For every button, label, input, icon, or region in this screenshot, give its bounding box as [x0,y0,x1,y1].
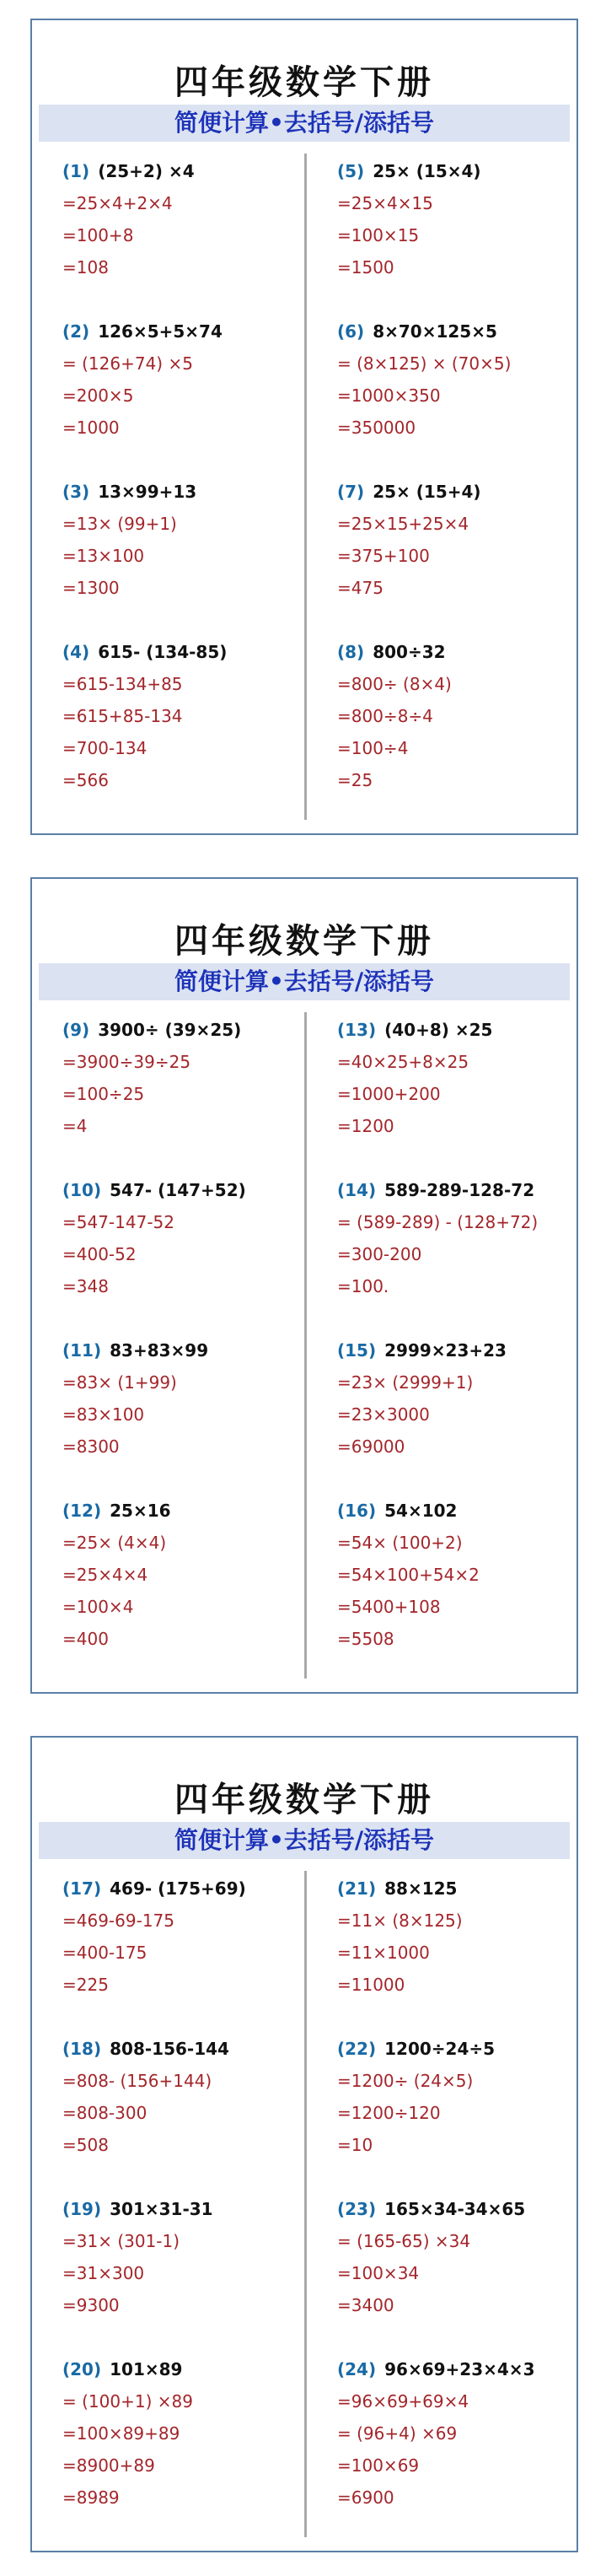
solution-step: = (165-65) ×34 [337,2231,471,2251]
problem-number: (15) [337,1340,377,1361]
solution-step: =566 [62,770,109,790]
problem [337,1495,590,1655]
solution-step: =25 [337,770,373,790]
problem-expression: 88×125 [384,1878,458,1899]
problem [337,2353,590,2514]
problem [337,155,590,315]
solution-step: = (100+1) ×89 [62,2391,193,2412]
card-subtitle-banner: 简便计算•去括号/添括号 [39,1822,570,1859]
solution-step: =3900÷39÷25 [62,1052,191,1072]
solution-step: =1000 [62,418,120,438]
solution-step: =25×4×4 [62,1565,148,1585]
problem [62,1334,315,1495]
solution-step: =1300 [62,578,120,598]
solution-step: =100+8 [62,225,134,245]
solution-step: =100÷25 [62,1084,145,1104]
problem-question [62,2033,315,2065]
solution-step: =13× (99+1) [62,514,177,534]
problem-expression: 83+83×99 [110,1340,209,1361]
problem-number: (9) [62,1020,90,1040]
solution-step: =225 [62,1975,109,1995]
solution-step: =615+85-134 [62,706,183,726]
problem-expression: 101×89 [110,2359,183,2379]
problem-expression: 301×31-31 [110,2199,213,2219]
solution-step: =83×100 [62,1404,145,1425]
problem [337,1014,590,1174]
solution-step: =808-300 [62,2103,147,2123]
left-column [62,1014,315,1655]
problem-number: (7) [337,482,365,502]
worksheet-card [30,19,578,835]
problem-question [337,1495,590,1527]
solution-step: =25× (4×4) [62,1533,167,1553]
solution-step: =508 [62,2135,109,2155]
problem-expression: 25×16 [110,1501,171,1521]
problem-number: (11) [62,1340,102,1361]
problem [62,315,315,476]
solution-step: =10 [337,2135,373,2155]
problem-question [62,1873,315,1905]
problem-expression: (40+8) ×25 [384,1020,493,1040]
card-title: 四年级数学下册 [174,1780,434,1819]
solution-step: =11× (8×125) [337,1910,463,1931]
solution-step: =100÷4 [337,738,409,758]
problem [337,636,590,796]
problem-number: (22) [337,2039,377,2059]
problem [62,636,315,796]
problem [62,2193,315,2353]
problem-expression: 165×34-34×65 [384,2199,526,2219]
solution-step: =1000+200 [337,1084,441,1104]
solution-step: =6900 [337,2487,394,2508]
problem-number: (19) [62,2199,102,2219]
problem [62,1495,315,1655]
problem-expression: 54×102 [384,1501,458,1521]
problem-number: (24) [337,2359,377,2379]
solution-step: =96×69+69×4 [337,2391,469,2412]
problem-expression: 547- (147+52) [110,1180,246,1200]
problem-expression: 2999×23+23 [384,1340,507,1361]
solution-step: =108 [62,257,109,278]
problem [62,2033,315,2193]
solution-step: =31× (301-1) [62,2231,180,2251]
problem [62,1174,315,1334]
solution-step: =3400 [337,2295,394,2315]
problem-question [62,1174,315,1206]
solution-step: =5508 [337,1629,394,1649]
problem-question [62,1334,315,1366]
solution-step: =700-134 [62,738,147,758]
problem-number: (5) [337,161,365,181]
solution-step: =4 [62,1116,88,1136]
problem-number: (21) [337,1878,377,1899]
problem [62,2353,315,2514]
problem-question [337,1014,590,1046]
problem-number: (1) [62,161,90,181]
problem-expression: 126×5+5×74 [98,321,223,342]
solution-step: =8300 [62,1436,120,1457]
solution-step: =100×15 [337,225,420,245]
problem-question [62,2353,315,2385]
problem-question [337,476,590,508]
problem [337,315,590,476]
solution-step: =1200÷ (24×5) [337,2071,474,2091]
solution-step: =800÷8÷4 [337,706,433,726]
problem-expression: 808-156-144 [110,2039,229,2059]
solution-step: = (96+4) ×69 [337,2423,458,2444]
solution-step: =13×100 [62,546,145,566]
solution-step: =100×4 [62,1597,134,1617]
solution-step: =40×25+8×25 [337,1052,469,1072]
problem-question [337,1334,590,1366]
problem-question [337,315,590,348]
solution-step: =400-175 [62,1943,147,1963]
solution-step: =547-147-52 [62,1212,174,1232]
right-column [337,155,590,796]
problem-number: (17) [62,1878,102,1899]
problem-number: (6) [337,321,365,342]
problem-question [337,636,590,668]
problem-question [62,476,315,508]
problem-question [337,2353,590,2385]
problem [62,476,315,636]
problem [337,476,590,636]
solution-step: =1200 [337,1116,394,1136]
left-column [62,155,315,796]
solution-step: =11×1000 [337,1943,430,1963]
solution-step: =11000 [337,1975,405,1995]
problem [337,2033,590,2193]
worksheet-card [30,1736,578,2552]
solution-step: =100×34 [337,2263,420,2283]
problem-expression: 96×69+23×4×3 [384,2359,535,2379]
problem-number: (8) [337,642,365,662]
solution-step: = (8×125) × (70×5) [337,353,512,374]
solution-step: =5400+108 [337,1597,441,1617]
problem-expression: 589-289-128-72 [384,1180,535,1200]
problem-expression: 469- (175+69) [110,1878,246,1899]
solution-step: =8989 [62,2487,120,2508]
problem-expression: 25× (15×4) [373,161,481,181]
problem-expression: 1200÷24÷5 [384,2039,496,2059]
problem-number: (10) [62,1180,102,1200]
problem-expression: 13×99+13 [98,482,197,502]
solution-step: =1200÷120 [337,2103,441,2123]
card-subtitle-banner: 简便计算•去括号/添括号 [39,963,570,1000]
solution-step: =800÷ (8×4) [337,674,452,694]
solution-step: =83× (1+99) [62,1372,177,1393]
problem-number: (16) [337,1501,377,1521]
solution-step: =54× (100+2) [337,1533,463,1553]
problem-number: (14) [337,1180,377,1200]
solution-step: =54×100+54×2 [337,1565,480,1585]
problem [337,1334,590,1495]
problem [337,2193,590,2353]
problem-question [337,155,590,187]
problem [62,155,315,315]
solution-step: =400-52 [62,1244,137,1264]
solution-step: =348 [62,1276,109,1296]
right-column [337,1014,590,1655]
solution-step: =615-134+85 [62,674,183,694]
solution-step: =300-200 [337,1244,422,1264]
problem-number: (23) [337,2199,377,2219]
problem [337,1873,590,2033]
solution-step: =23× (2999+1) [337,1372,474,1393]
problem-expression: 3900÷ (39×25) [98,1020,242,1040]
solution-step: =31×300 [62,2263,145,2283]
problem-expression: 25× (15+4) [373,482,481,502]
solution-step: =1500 [337,257,394,278]
problem-number: (12) [62,1501,102,1521]
right-column [337,1873,590,2514]
problem-question [62,315,315,348]
card-title: 四年级数学下册 [174,921,434,961]
problem-question [62,1495,315,1527]
card-subtitle-banner: 简便计算•去括号/添括号 [39,105,570,142]
solution-step: =469-69-175 [62,1910,174,1931]
solution-step: =100×89+89 [62,2423,180,2444]
solution-step: =8900+89 [62,2455,155,2476]
solution-step: =23×3000 [337,1404,430,1425]
problem-question [62,1014,315,1046]
problem [62,1873,315,2033]
problem-expression: 800÷32 [373,642,446,662]
solution-step: =25×4+2×4 [62,193,173,213]
solution-step: =1000×350 [337,385,441,406]
problem [62,1014,315,1174]
left-column [62,1873,315,2514]
problem [337,1174,590,1334]
problem-number: (3) [62,482,90,502]
solution-step: =9300 [62,2295,120,2315]
problem-number: (20) [62,2359,102,2379]
solution-step: =25×4×15 [337,193,433,213]
problem-question [62,636,315,668]
solution-step: =25×15+25×4 [337,514,469,534]
problem-number: (13) [337,1020,377,1040]
problem-number: (2) [62,321,90,342]
solution-step: =100×69 [337,2455,420,2476]
problem-question [337,1873,590,1905]
problem-question [337,1174,590,1206]
problem-expression: 615- (134-85) [98,642,228,662]
problem-question [337,2033,590,2065]
problem-question [62,2193,315,2225]
solution-step: = (126+74) ×5 [62,353,193,374]
problem-question [62,155,315,187]
problem-expression: (25+2) ×4 [98,161,195,181]
solution-step: =808- (156+144) [62,2071,212,2091]
problem-number: (18) [62,2039,102,2059]
solution-step: =350000 [337,418,416,438]
solution-step: =475 [337,578,383,598]
solution-step: = (589-289) - (128+72) [337,1212,539,1232]
solution-step: =200×5 [62,385,134,406]
solution-step: =400 [62,1629,109,1649]
problem-expression: 8×70×125×5 [373,321,497,342]
card-title: 四年级数学下册 [174,62,434,102]
solution-step: =375+100 [337,546,430,566]
solution-step: =69000 [337,1436,405,1457]
problem-question [337,2193,590,2225]
problem-number: (4) [62,642,90,662]
solution-step: =100. [337,1276,389,1296]
worksheet-card [30,877,578,1694]
